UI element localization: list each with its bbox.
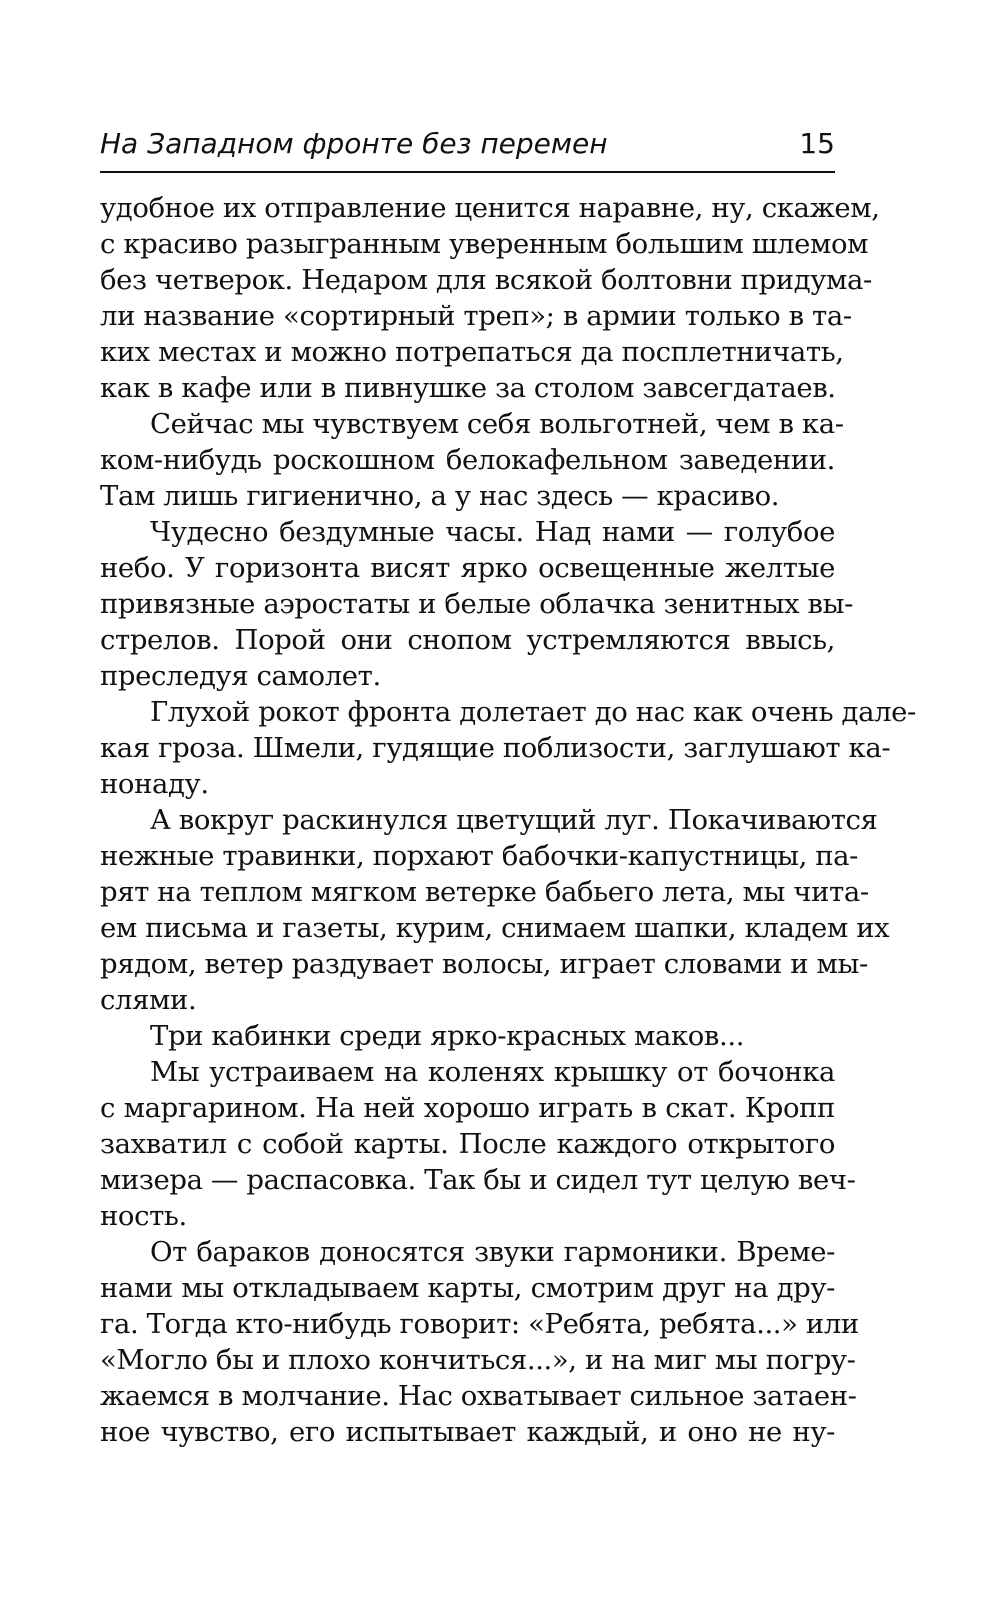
text-line: жаемся в молчание. Нас охватывает сильное затаен- xyxy=(100,1380,857,1412)
text-line: кая гроза. Шмели, гудящие поблизости, заглушают ка- xyxy=(100,732,891,764)
text-line: удобное их отправление ценится наравне, ну, скажем, xyxy=(100,192,880,224)
text-line: «Могло бы и плохо кончиться...», и на миг мы погру- xyxy=(100,1344,856,1376)
page-number: 15 xyxy=(799,127,835,160)
body-text xyxy=(100,190,916,1450)
text-line: Там лишь гигиенично, а у нас здесь — красиво. xyxy=(100,480,780,512)
text-line: небо. У горизонта висят ярко освещенные желтые xyxy=(100,552,835,584)
text-line: Чудесно бездумные часы. Над нами — голубое xyxy=(150,516,835,548)
text-line: га. Тогда кто-нибудь говорит: «Ребята, ребята...» или xyxy=(100,1308,859,1340)
text-line: ность. xyxy=(100,1200,187,1232)
text-line: Три кабинки среди ярко-красных маков... xyxy=(150,1020,745,1052)
text-line: А вокруг раскинулся цветущий луг. Покачиваются xyxy=(150,804,878,836)
text-line: с маргарином. На ней хорошо играть в скат. Кропп xyxy=(100,1092,835,1124)
text-line: рядом, ветер раздувает волосы, играет словами и мы- xyxy=(100,948,868,980)
running-header xyxy=(100,127,835,169)
text-line: захватил с собой карты. После каждого открытого xyxy=(100,1128,835,1160)
text-line: нами мы откладываем карты, смотрим друг на дру- xyxy=(100,1272,835,1304)
text-line: ное чувство, его испытывает каждый, и оно не ну- xyxy=(100,1416,835,1448)
text-line: ем письма и газеты, курим, снимаем шапки, кладем их xyxy=(100,912,890,944)
text-line: слями. xyxy=(100,984,197,1016)
text-line: Мы устраиваем на коленях крышку от бочонка xyxy=(150,1056,835,1088)
text-line: мизера — распасовка. Так бы и сидел тут целую веч- xyxy=(100,1164,856,1196)
text-line: Глухой рокот фронта долетает до нас как очень дале- xyxy=(150,696,916,728)
text-line: привязные аэростаты и белые облачка зенитных вы- xyxy=(100,588,853,620)
text-line: От бараков доносятся звуки гармоники. Време- xyxy=(150,1236,835,1268)
text-line: стрелов. Порой они снопом устремляются ввысь, xyxy=(100,624,835,656)
header-rule xyxy=(100,171,835,173)
running-title: На Западном фронте без перемен xyxy=(100,127,608,160)
text-line: без четверок. Недаром для всякой болтовни придума- xyxy=(100,264,872,296)
text-line: ких местах и можно потрепаться да посплетничать, xyxy=(100,336,844,368)
text-line: нонаду. xyxy=(100,768,209,800)
text-line: Сейчас мы чувствуем себя вольготней, чем в ка- xyxy=(150,408,844,440)
text-line: преследуя самолет. xyxy=(100,660,381,692)
text-line: ком-нибудь роскошном белокафельном заведении. xyxy=(100,444,835,476)
text-line: рят на теплом мягком ветерке бабьего лета, мы чита- xyxy=(100,876,869,908)
text-line: нежные травинки, порхают бабочки-капустницы, па- xyxy=(100,840,859,872)
text-line: ли название «сортирный треп»; в армии только в та- xyxy=(100,300,852,332)
text-line: как в кафе или в пивнушке за столом завсегдатаев. xyxy=(100,372,836,404)
text-line: с красиво разыгранным уверенным большим шлемом xyxy=(100,228,869,260)
